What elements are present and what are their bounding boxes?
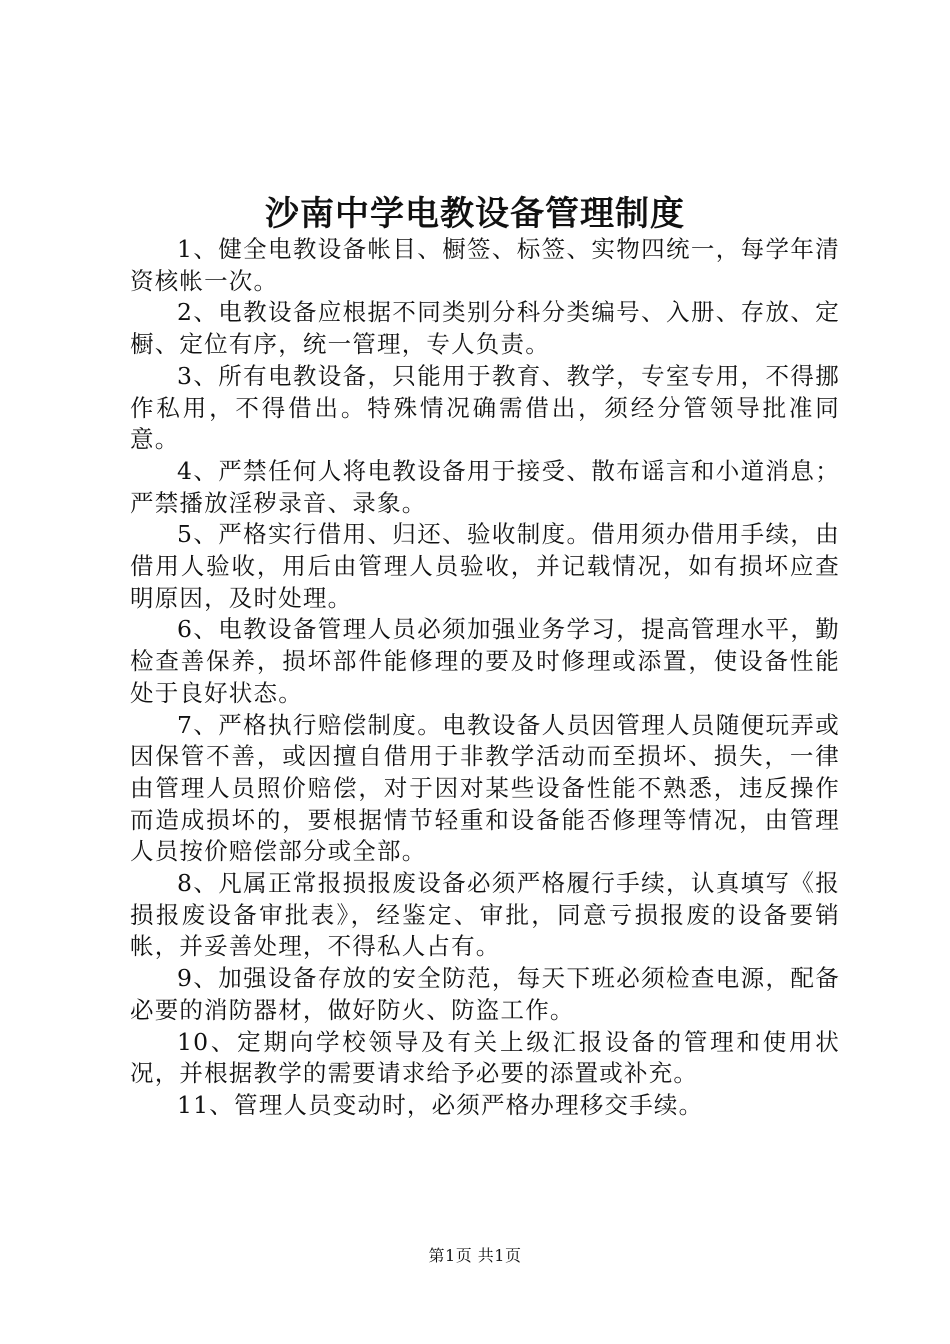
clause-10: 10、定期向学校领导及有关上级汇报设备的管理和使用状况，并根据教学的需要请求给予必要的添置或补充。 (130, 1027, 840, 1088)
document-body (130, 234, 840, 1122)
clause-5: 5、严格实行借用、归还、验收制度。借用须办借用手续，由借用人验收，用后由管理人员验收，并记载情况，如有损坏应查明原因，及时处理。 (130, 520, 840, 612)
clause-8: 8、凡属正常报损报废设备必须严格履行手续，认真填写《报损报废设备审批表》，经鉴定、审批，同意亏损报废的设备要销帐，并妥善处理，不得私人占有。 (130, 869, 840, 961)
clause-7: 7、严格执行赔偿制度。电教设备人员因管理人员随便玩弄或因保管不善，或因擅自借用于非教学活动而至损坏、损失，一律由管理人员照价赔偿，对于因对某些设备性能不熟悉，违反操作而造成损坏的，要根据情节轻重和设备能否修理等情况，由管理人员按价赔偿部分或全部。 (130, 710, 840, 866)
clause-3: 3、所有电教设备，只能用于教育、教学，专室专用，不得挪作私用，不得借出。特殊情况确需借出，须经分管领导批准同意。 (130, 361, 840, 454)
clause-9: 9、加强设备存放的安全防范，每天下班必须检查电源，配备必要的消防器材，做好防火、防盗工作。 (130, 964, 840, 1024)
document-title: 沙南中学电教设备管理制度 (265, 194, 685, 234)
clause-11: 11、管理人员变动时，必须严格办理移交手续。 (177, 1090, 704, 1119)
clause-6: 6、电教设备管理人员必须加强业务学习，提高管理水平，勤检查善保养，损坏部件能修理的要及时修理或添置，使设备性能处于良好状态。 (130, 615, 840, 707)
clause-4: 4、严禁任何人将电教设备用于接受、散布谣言和小道消息；严禁播放淫秽录音、录象。 (130, 456, 840, 517)
clause-1: 1、健全电教设备帐目、橱签、标签、实物四统一，每学年清资核帐一次。 (130, 235, 840, 295)
clause-2: 2、电教设备应根据不同类别分科分类编号、入册、存放、定橱、定位有序，统一管理，专人负责。 (130, 298, 840, 359)
page-footer: 第1页 共1页 (428, 1246, 522, 1265)
